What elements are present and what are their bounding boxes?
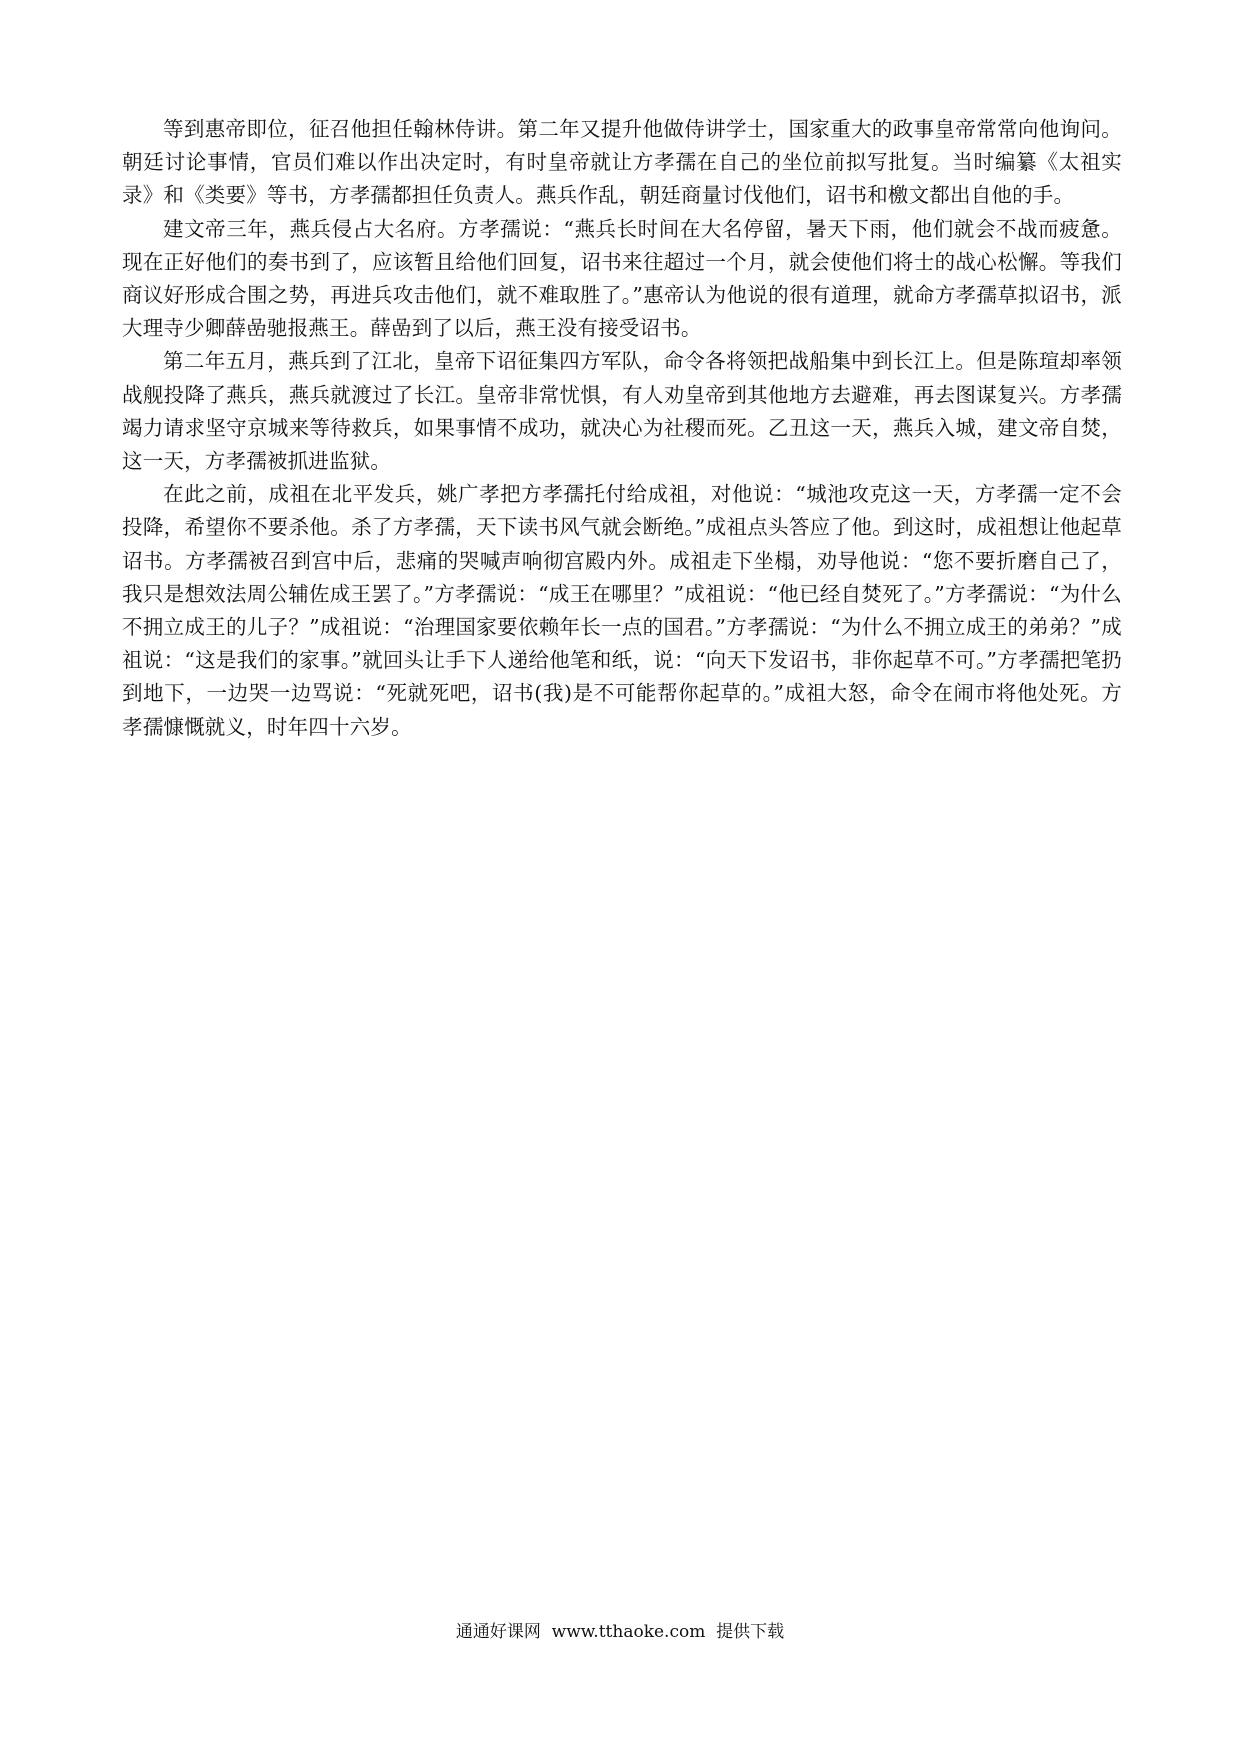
paragraph-1: 等到惠帝即位，征召他担任翰林侍讲。第二年又提升他做侍讲学士，国家重大的政事皇帝常常向他询问。朝廷讨论事情，官员们难以作出决定时，有时皇帝就让方孝孺在自己的坐位前拟写批复。当时编纂《太祖实录》和《类要》等书，方孝孺都担任负责人。燕兵作乱，朝廷商量讨伐他们，诏书和檄文都出自他的手。 bbox=[122, 117, 1122, 208]
paragraph-4: 在此之前，成祖在北平发兵，姚广孝把方孝孺托付给成祖，对他说：“城池攻克这一天，方孝孺一定不会投降，希望你不要杀他。杀了方孝孺，天下读书风气就会断绝。”成祖点头答应了他。到这时，成祖想让他起草诏书。方孝孺被召到宫中后，悲痛的哭喊声响彻宫殿内外。成祖走下坐榻，劝导他说：“您不要折磨自己了，我只是想效法周公辅佐成王罢了。”方孝孺说：“成王在哪里？”成祖说：“他已经自焚死了。”方孝孺说：“为什么不拥立成王的儿子？”成祖说：“治理国家要依赖年长一点的国君。”方孝孺说：“为什么不拥立成王的弟弟？”成祖说：“这是我们的家事。”就回头让手下人递给他笔和纸，说：“向天下发诏书，非你起草不可。”方孝孺把笔扔到地下，一边哭一边骂说：“死就死吧，诏书(我)是不可能帮你起草的。”成祖大怒，命令在闹市将他处死。方孝孺慷慨就义，时年四十六岁。 bbox=[122, 482, 1122, 739]
document-body bbox=[122, 113, 1122, 744]
paragraph-2: 建文帝三年，燕兵侵占大名府。方孝孺说：“燕兵长时间在大名停留，暑天下雨，他们就会不战而疲惫。现在正好他们的奏书到了，应该暂且给他们回复，诏书来往超过一个月，就会使他们将士的战心松懈。等我们商议好形成合围之势，再进兵攻击他们，就不难取胜了。”惠帝认为他说的很有道理，就命方孝孺草拟诏书，派大理寺少卿薛嵒驰报燕王。薛嵒到了以后，燕王没有接受诏书。 bbox=[122, 216, 1122, 341]
footer-text: 通通好课网 www.tthaoke.com 提供下载 bbox=[455, 1622, 785, 1642]
page-footer bbox=[0, 1620, 1240, 1644]
paragraph-3: 第二年五月，燕兵到了江北，皇帝下诏征集四方军队，命令各将领把战船集中到长江上。但是陈瑄却率领战舰投降了燕兵，燕兵就渡过了长江。皇帝非常忧惧，有人劝皇帝到其他地方去避难，再去图谋复兴。方孝孺竭力请求坚守京城来等待救兵，如果事情不成功，就决心为社稷而死。乙丑这一天，燕兵入城，建文帝自焚，这一天，方孝孺被抓进监狱。 bbox=[122, 349, 1122, 474]
